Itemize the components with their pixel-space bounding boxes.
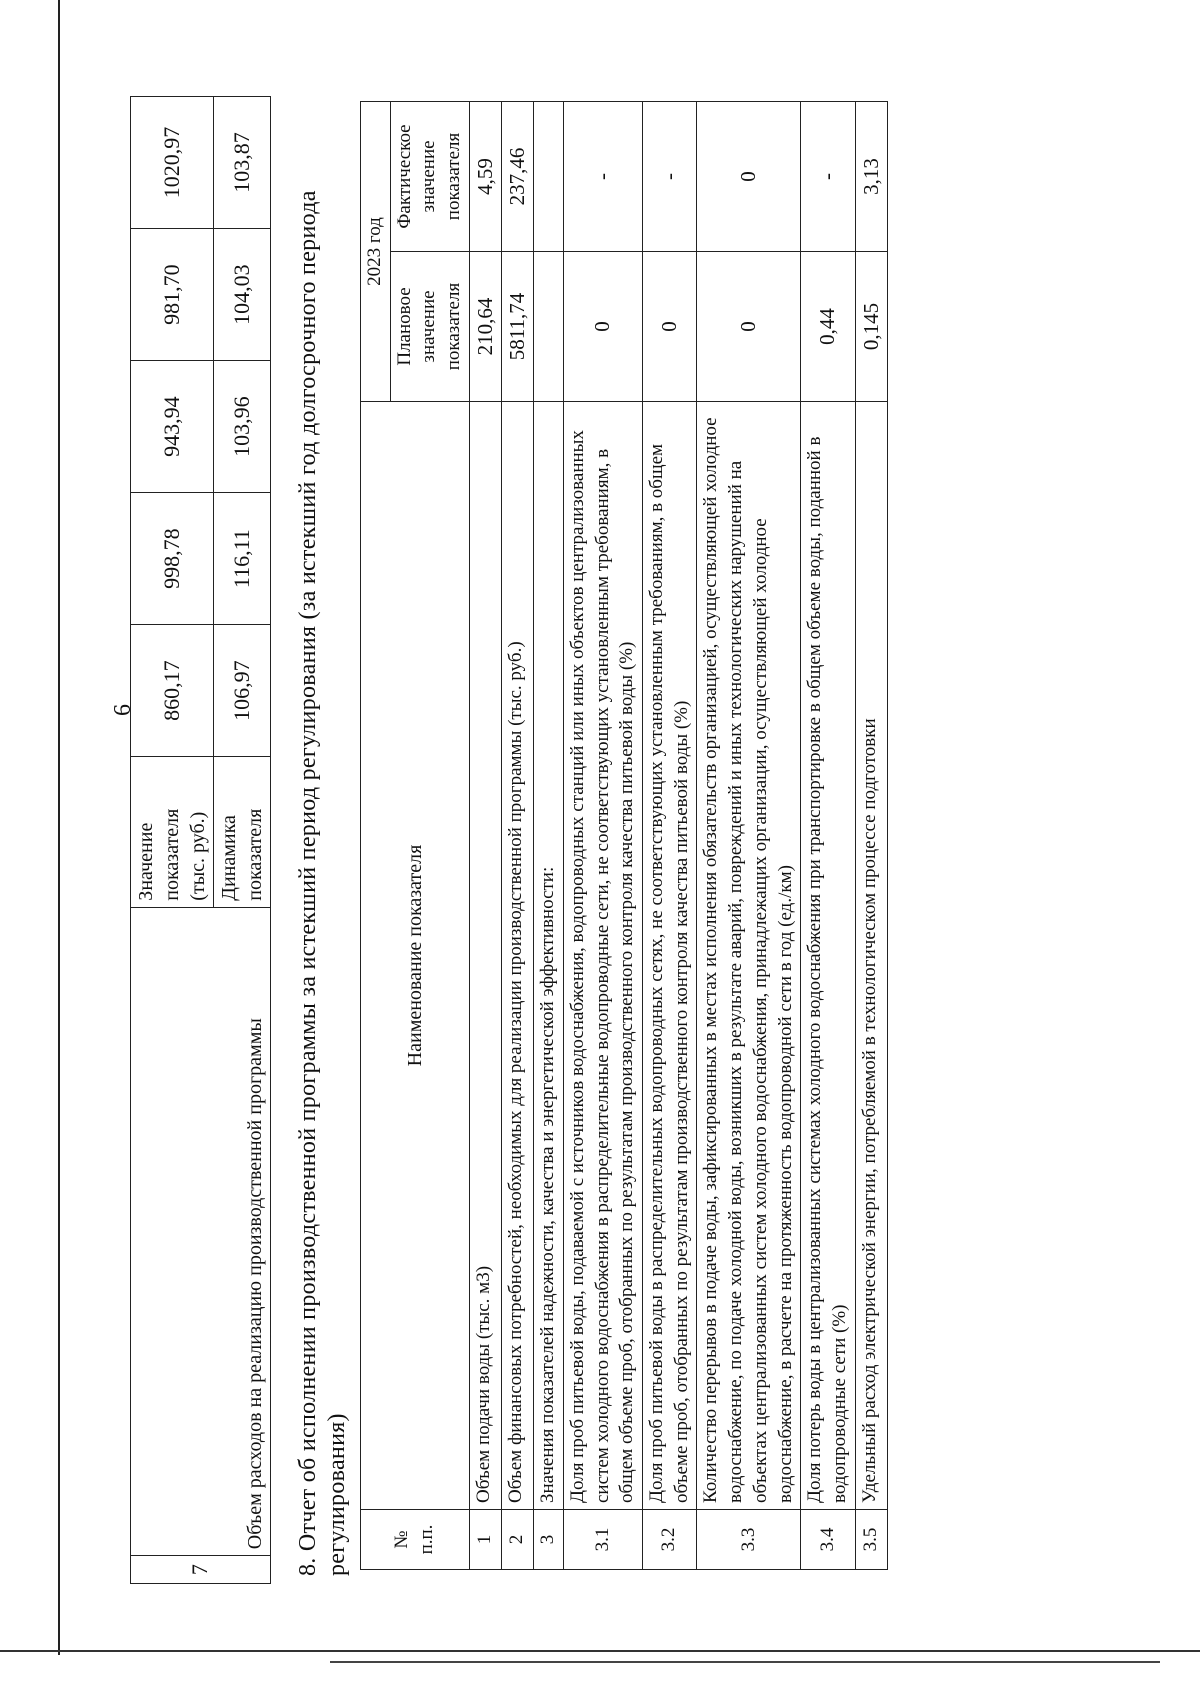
row-fact: 3,13 — [855, 101, 887, 251]
row-fact — [534, 101, 564, 251]
report-table — [360, 101, 888, 1570]
row-name: Объем подачи воды (тыс. м3) — [469, 402, 501, 1510]
section-title: 8. Отчет об исполнении производственной программы за истекший период регулирования (за истекший год долгосрочного периода регулирования) — [295, 190, 350, 1576]
row-plan: 0,44 — [801, 252, 855, 402]
value-cell: 1020,97 — [131, 97, 214, 229]
table-row — [697, 101, 801, 1569]
dynamic-label: Динамика показателя — [214, 757, 271, 908]
header-plan: Плановое значение показателя — [390, 252, 469, 402]
row-name: Значения показателей надежности, качества и энергетической эффективности: — [534, 402, 564, 1510]
row-fact: 4,59 — [469, 101, 501, 251]
value-cell: 943,94 — [131, 361, 214, 493]
row-fact: - — [564, 101, 643, 251]
row-fact: 0 — [697, 101, 801, 251]
row-num: 2 — [502, 1510, 534, 1570]
value-cell: 981,70 — [131, 229, 214, 361]
row-num: 3.1 — [564, 1510, 643, 1570]
row-plan: 0 — [564, 252, 643, 402]
expenses-table — [130, 96, 271, 1584]
row-number: 7 — [131, 1556, 271, 1584]
header-year: 2023 год — [361, 101, 391, 401]
row-plan: 0,145 — [855, 252, 887, 402]
table-row — [502, 101, 534, 1569]
dynamic-cell: 116,11 — [214, 493, 271, 625]
row-plan: 5811,74 — [502, 252, 534, 402]
table-row — [801, 101, 855, 1569]
row-name: Доля потерь воды в централизованных системах холодного водоснабжения при транспортировке в общем объеме воды, поданной в водопроводные сети (%) — [801, 402, 855, 1510]
dynamic-cell: 104,03 — [214, 229, 271, 361]
row-plan: 0 — [643, 252, 697, 402]
table-row — [131, 97, 214, 1584]
table-row — [643, 101, 697, 1569]
header-name: Наименование показателя — [361, 402, 470, 1510]
row-num: 3.2 — [643, 1510, 697, 1570]
table-row — [855, 101, 887, 1569]
header-num: № п.п. — [361, 1510, 470, 1570]
header-fact: Фактическое значение показателя — [390, 101, 469, 251]
row-plan — [534, 252, 564, 402]
table-row — [534, 101, 564, 1569]
row-plan: 210,64 — [469, 252, 501, 402]
dynamic-cell: 103,87 — [214, 97, 271, 229]
row-fact: 237,46 — [502, 101, 534, 251]
table-row — [469, 101, 501, 1569]
value-cell: 860,17 — [131, 625, 214, 757]
row-num: 3.5 — [855, 1510, 887, 1570]
row-name: Доля проб питьевой воды, подаваемой с источников водоснабжения, водопроводных станций или иных объектов централизованных систем холодного водоснабжения в распределительные водопроводные сети, не соответствующих установленным требованиям, в общем объеме проб, отобранных по результатам производственного контроля качества питьевой воды (%) — [564, 402, 643, 1510]
row-label: Объем расходов на реализацию производственной программы — [131, 907, 271, 1556]
table-row — [564, 101, 643, 1569]
row-name: Количество перерывов в подаче воды, зафиксированных в местах исполнения обязательств организацией, осуществляющей холодное водоснабжение, по подаче холодной воды, возникших в результате аварий, повреждений и иных технологических нарушений на объектах централизованных систем холодного водоснабжения, принадлежащих организации, осуществляющей холодное водоснабжение, в расчете на протяженность водопроводной сети в год (ед./км) — [697, 402, 801, 1510]
value-label: Значение показателя (тыс. руб.) — [131, 757, 214, 908]
row-name: Удельный расход электрической энергии, потребляемой в технологическом процессе подготовки — [855, 402, 887, 1510]
row-fact: - — [643, 101, 697, 251]
row-name: Объем финансовых потребностей, необходимых для реализации производственной программы (тыс. руб.) — [502, 402, 534, 1510]
row-plan: 0 — [697, 252, 801, 402]
row-num: 3 — [534, 1510, 564, 1570]
dynamic-cell: 106,97 — [214, 625, 271, 757]
row-num: 3.3 — [697, 1510, 801, 1570]
page-number: 6 — [110, 704, 136, 716]
row-fact: - — [801, 101, 855, 251]
row-name: Доля проб питьевой воды в распределительных водопроводных сетях, не соответствующих установленным требованиям, в общем объеме проб, отобранных по результатам производственного контроля качества питьевой воды (%) — [643, 402, 697, 1510]
row-num: 1 — [469, 1510, 501, 1570]
value-cell: 998,78 — [131, 493, 214, 625]
row-num: 3.4 — [801, 1510, 855, 1570]
header-row — [361, 101, 391, 1569]
dynamic-cell: 103,96 — [214, 361, 271, 493]
